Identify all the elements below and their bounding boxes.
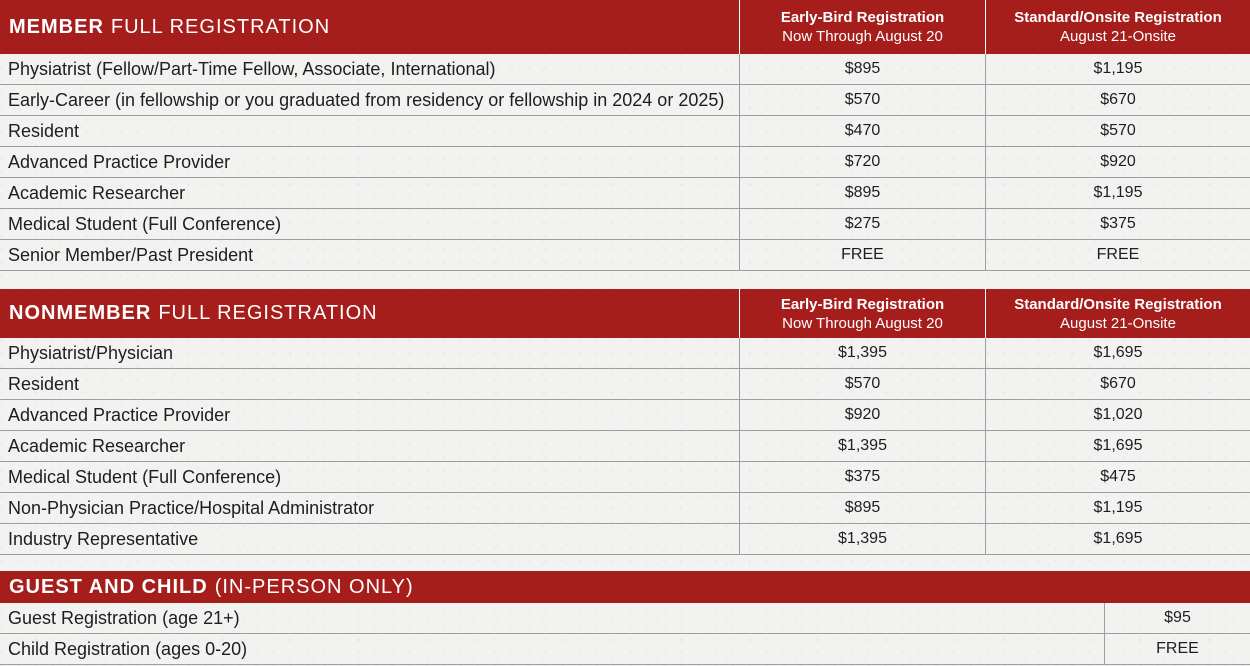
- row-label: Medical Student (Full Conference): [8, 466, 282, 487]
- table-row: [0, 338, 1250, 369]
- nonmember-rows: [0, 338, 1250, 555]
- guest-price: $95: [1104, 603, 1250, 633]
- early-bird-price: FREE: [739, 240, 985, 270]
- table-row: [0, 85, 1250, 116]
- row-label: Industry Representative: [8, 528, 199, 549]
- standard-title: Standard/Onsite Registration: [1014, 9, 1222, 26]
- standard-price: FREE: [985, 240, 1250, 270]
- early-bird-price: $1,395: [739, 524, 985, 554]
- nonmember-section-title: [0, 289, 739, 338]
- row-label: Physiatrist/Physician: [8, 342, 174, 363]
- nonmember-title-light: FULL REGISTRATION: [158, 302, 378, 324]
- row-label: Senior Member/Past President: [8, 244, 254, 265]
- early-bird-price: $895: [739, 178, 985, 208]
- table-row: [0, 634, 1250, 665]
- table-row: [0, 524, 1250, 555]
- member-rows: [0, 54, 1250, 271]
- standard-price: $1,695: [985, 338, 1250, 368]
- standard-price: $1,695: [985, 431, 1250, 461]
- nonmember-title-strong: NONMEMBER: [9, 302, 152, 324]
- table-row: [0, 431, 1250, 462]
- table-row: [0, 209, 1250, 240]
- early-bird-title: Early-Bird Registration: [780, 9, 945, 26]
- member-header: [0, 0, 1250, 54]
- early-bird-price: $895: [739, 493, 985, 523]
- standard-price: $920: [985, 147, 1250, 177]
- row-label: Medical Student (Full Conference): [8, 213, 282, 234]
- table-row: [0, 400, 1250, 431]
- table-row: [0, 147, 1250, 178]
- row-label: Advanced Practice Provider: [8, 404, 231, 425]
- standard-price: $1,020: [985, 400, 1250, 430]
- table-row: [0, 178, 1250, 209]
- standard-column-header: [985, 289, 1250, 338]
- row-label: Child Registration (ages 0-20): [8, 638, 248, 659]
- row-label: Academic Researcher: [8, 182, 186, 203]
- row-label: Advanced Practice Provider: [8, 151, 231, 172]
- row-label: Physiatrist (Fellow/Part-Time Fellow, Associate, International): [8, 58, 496, 79]
- table-row: [0, 603, 1250, 634]
- standard-price: $570: [985, 116, 1250, 146]
- standard-dates: August 21-Onsite: [1060, 314, 1176, 332]
- member-title-light: FULL REGISTRATION: [110, 15, 331, 38]
- row-label: Academic Researcher: [8, 435, 186, 456]
- guest-header: [0, 571, 1250, 603]
- standard-price: $1,195: [985, 178, 1250, 208]
- early-bird-price: $275: [739, 209, 985, 239]
- standard-price: $670: [985, 85, 1250, 115]
- table-row: [0, 116, 1250, 147]
- row-label: Guest Registration (age 21+): [8, 607, 240, 628]
- table-row: [0, 369, 1250, 400]
- standard-price: $1,195: [985, 54, 1250, 84]
- early-bird-price: $1,395: [739, 431, 985, 461]
- early-bird-price: $570: [739, 369, 985, 399]
- table-row: [0, 462, 1250, 493]
- standard-price: $375: [985, 209, 1250, 239]
- table-row: [0, 493, 1250, 524]
- early-bird-column-header: [739, 0, 985, 54]
- early-bird-column-header: [739, 289, 985, 338]
- early-bird-price: $720: [739, 147, 985, 177]
- standard-dates: August 21-Onsite: [1060, 28, 1176, 45]
- standard-price: $1,695: [985, 524, 1250, 554]
- guest-rows: [0, 603, 1250, 665]
- guest-section-title: [0, 571, 1250, 603]
- early-bird-price: $570: [739, 85, 985, 115]
- early-bird-price: $895: [739, 54, 985, 84]
- member-section: [0, 0, 1250, 271]
- early-bird-price: $470: [739, 116, 985, 146]
- standard-price: $1,195: [985, 493, 1250, 523]
- standard-price: $475: [985, 462, 1250, 492]
- member-section-title: [0, 0, 739, 54]
- row-label: Non-Physician Practice/Hospital Administrator: [8, 497, 375, 518]
- early-bird-price: $375: [739, 462, 985, 492]
- table-row: [0, 240, 1250, 271]
- member-title-strong: MEMBER: [9, 15, 104, 38]
- standard-price: $670: [985, 369, 1250, 399]
- guest-title-light: (IN-PERSON ONLY): [214, 575, 414, 598]
- nonmember-header: [0, 289, 1250, 338]
- guest-title-strong: GUEST AND CHILD: [9, 575, 208, 598]
- standard-column-header: [985, 0, 1250, 54]
- nonmember-section: [0, 289, 1250, 555]
- early-bird-dates: Now Through August 20: [782, 28, 943, 45]
- row-label: Early-Career (in fellowship or you graduated from residency or fellowship in 2024 or 2025): [8, 89, 725, 110]
- guest-section: [0, 571, 1250, 665]
- guest-price: FREE: [1104, 634, 1250, 664]
- early-bird-price: $920: [739, 400, 985, 430]
- standard-title: Standard/Onsite Registration: [1014, 295, 1222, 313]
- row-label: Resident: [8, 120, 80, 141]
- table-row: [0, 54, 1250, 85]
- early-bird-title: Early-Bird Registration: [780, 295, 945, 313]
- row-label: Resident: [8, 373, 80, 394]
- early-bird-price: $1,395: [739, 338, 985, 368]
- early-bird-dates: Now Through August 20: [782, 314, 943, 332]
